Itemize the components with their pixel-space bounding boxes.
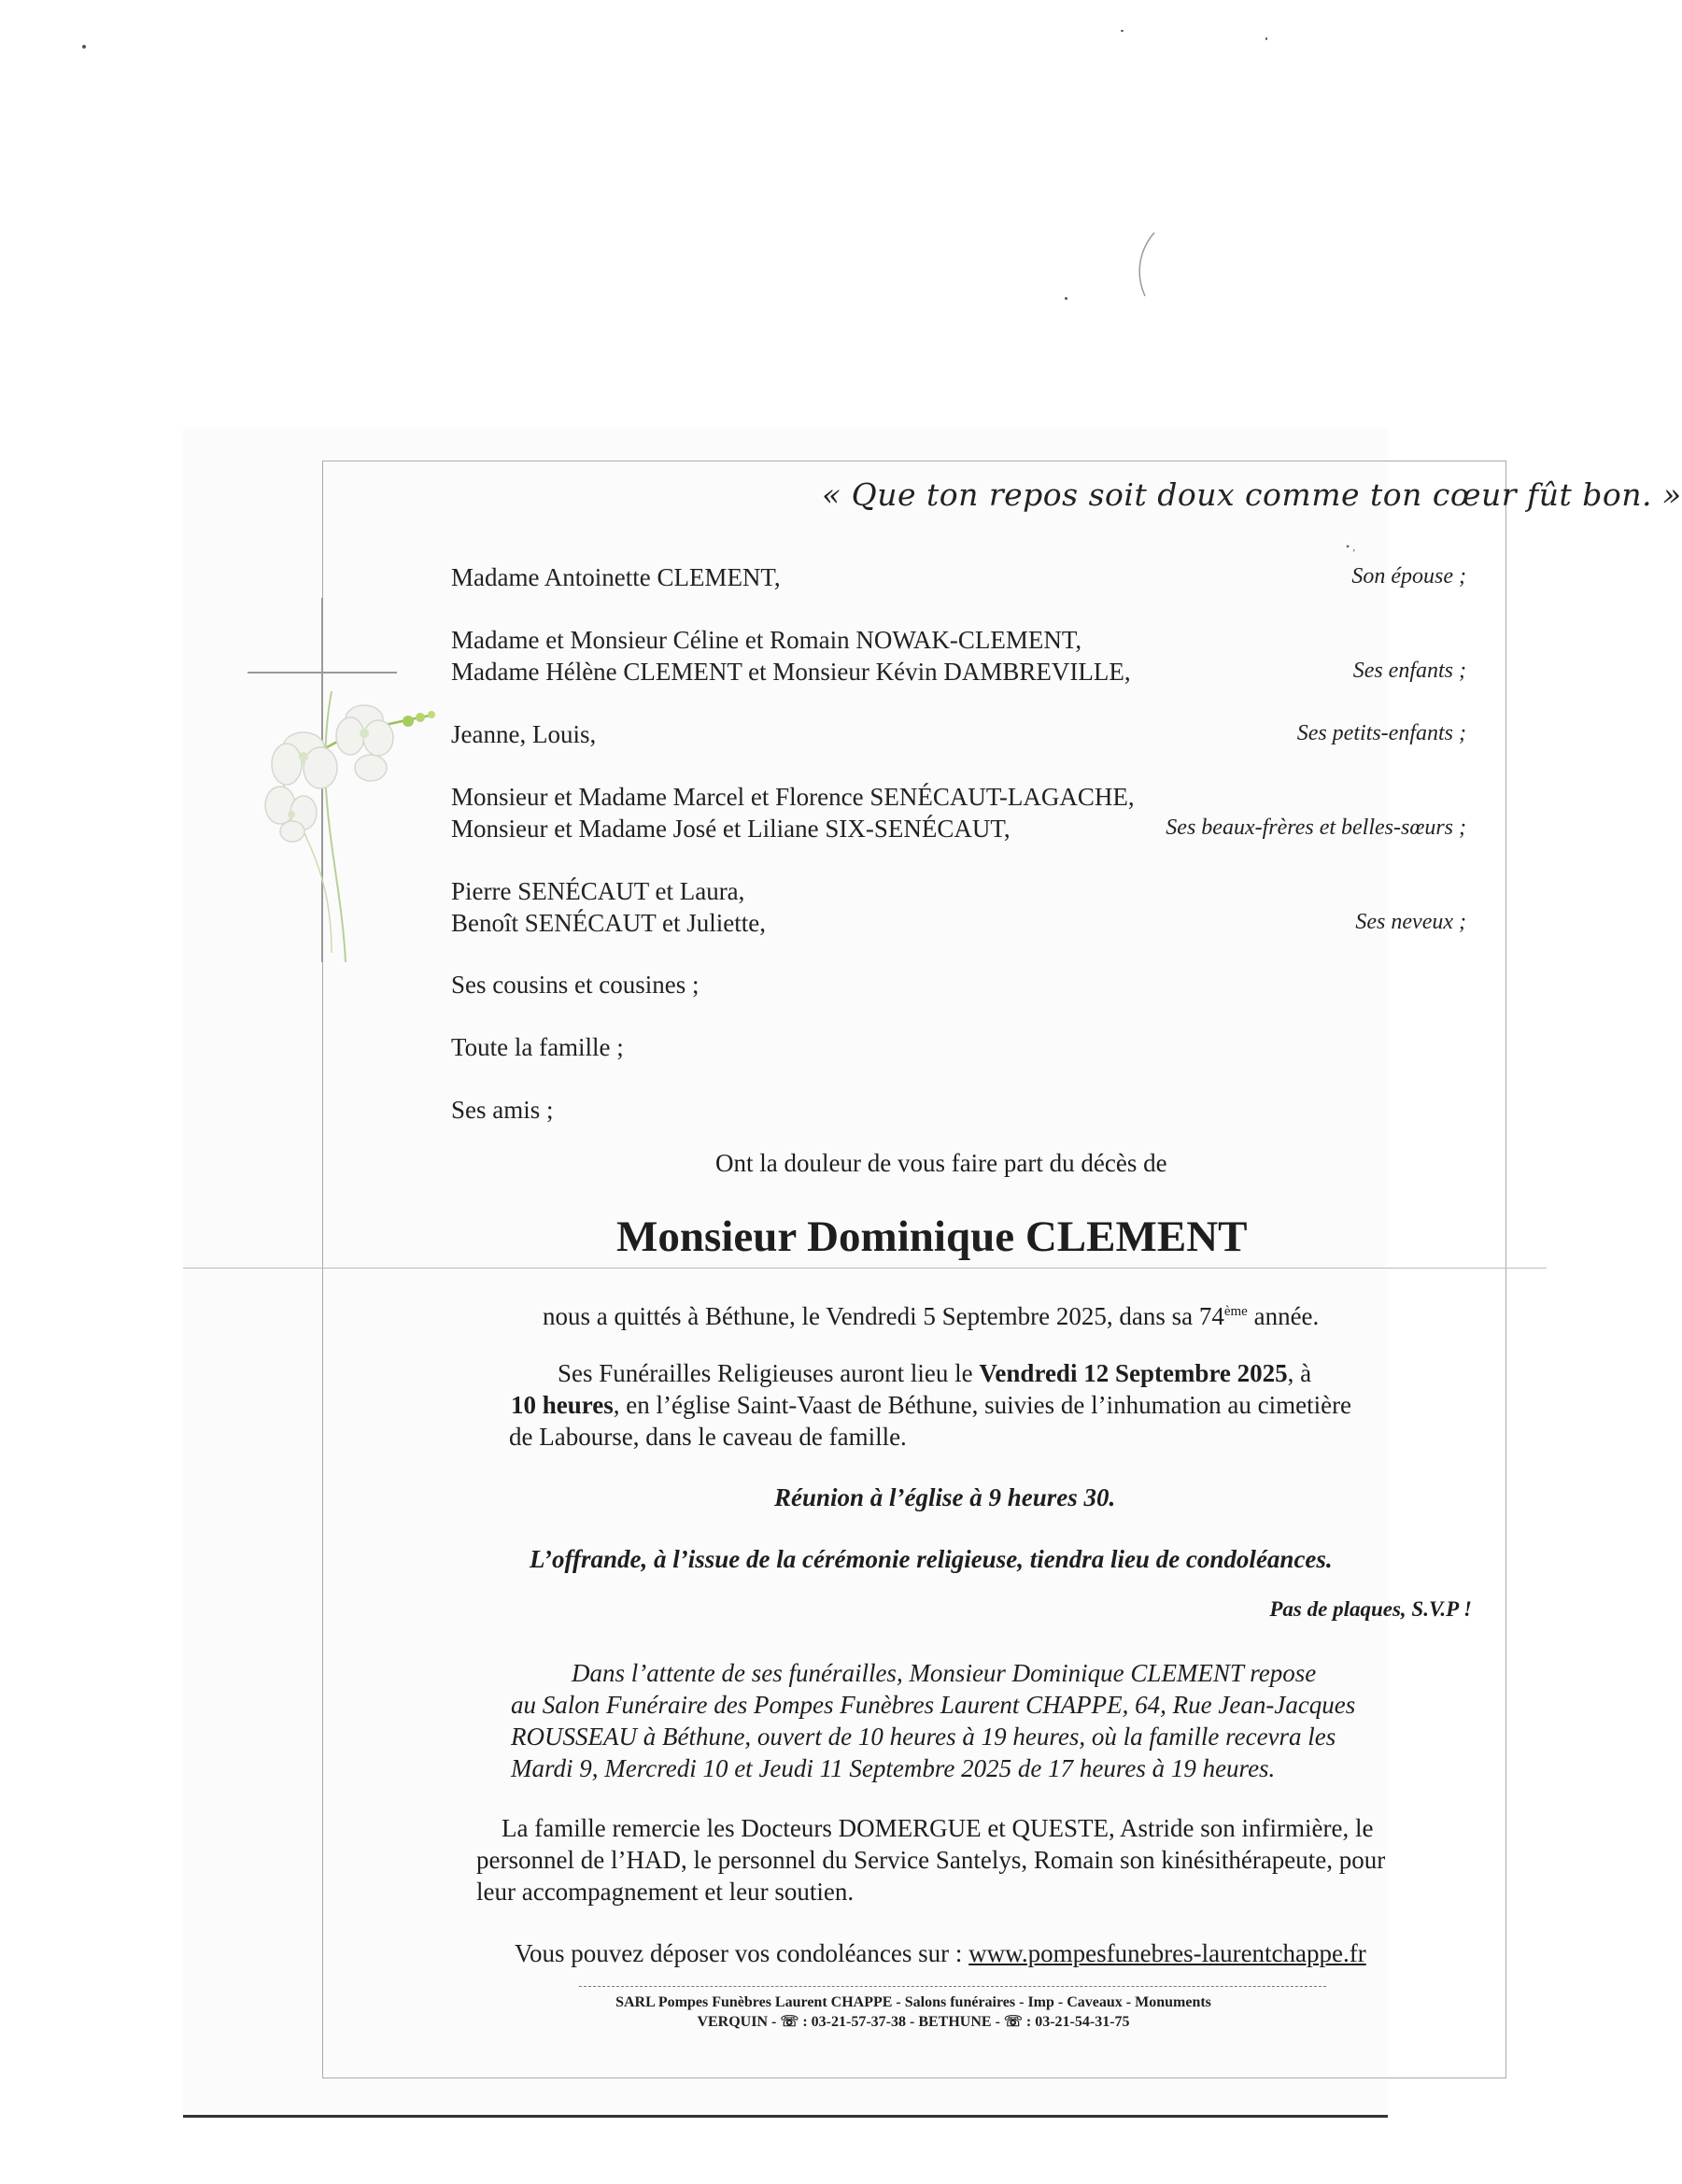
motto: « Que ton repos soit doux comme ton cœur fût bon. » xyxy=(822,476,1682,513)
relation-label: Ses neveux ; xyxy=(1355,910,1466,934)
no-plaques-note: Pas de plaques, S.V.P ! xyxy=(1269,1597,1472,1621)
death-notice: nous a quittés à Béthune, le Vendredi 5 Septembre 2025, dans sa 74ème année. xyxy=(543,1302,1320,1330)
scan-speck xyxy=(82,45,86,49)
footer-divider xyxy=(579,1986,1326,1988)
relative-name: Monsieur et Madame Marcel et Florence SENÉCAUT-LAGACHE, xyxy=(451,783,1135,811)
meeting-info: Réunion à l’église à 9 heures 30. xyxy=(774,1483,1116,1511)
relative-name: Madame Hélène CLEMENT et Monsieur Kévin DAMBREVILLE, xyxy=(451,658,1131,686)
scan-mark xyxy=(1121,229,1158,304)
footer xyxy=(322,1993,1505,2032)
relative-name: Madame Antoinette CLEMENT, xyxy=(451,563,781,591)
offering-info: L’offrande, à l’issue de la cérémonie religieuse, tiendra lieu de condoléances. xyxy=(530,1545,1333,1573)
relative-name: Madame et Monsieur Céline et Romain NOWAK-CLEMENT, xyxy=(451,626,1082,654)
scan-speck xyxy=(1065,297,1067,300)
condolences-link[interactable]: www.pompesfunebres-laurentchappe.fr xyxy=(968,1939,1366,1967)
announcement: Ont la douleur de vous faire part du décès de xyxy=(715,1149,1167,1177)
relative-name: Ses cousins et cousines ; xyxy=(451,971,700,999)
relative-name: Toute la famille ; xyxy=(451,1033,624,1061)
relative-name: Ses amis ; xyxy=(451,1096,554,1124)
deceased-name: Monsieur Dominique CLEMENT xyxy=(616,1213,1248,1261)
relation-label: Ses petits-enfants ; xyxy=(1296,721,1466,745)
footer-phones: VERQUIN - ☏ : 03-21-57-37-38 - BETHUNE - ☏ : 03-21-54-31-75 xyxy=(697,2014,1130,2030)
fold-line xyxy=(183,1268,1547,1269)
relative-name: Pierre SENÉCAUT et Laura, xyxy=(451,877,745,905)
relation-label: Ses enfants ; xyxy=(1352,659,1466,683)
relative-name: Benoît SENÉCAUT et Juliette, xyxy=(451,909,766,937)
footer-company: SARL Pompes Funèbres Laurent CHAPPE - Salons funéraires - Imp - Caveaux - Monuments xyxy=(615,1994,1211,2010)
scan-speck: • , xyxy=(1346,540,1356,553)
scan-speck xyxy=(1121,30,1124,32)
relative-name: Jeanne, Louis, xyxy=(451,720,597,748)
relation-label: Son épouse ; xyxy=(1351,564,1466,589)
scan-speck xyxy=(1265,37,1267,40)
cross-orchid-icon xyxy=(238,560,472,971)
relation-label: Ses beaux-frères et belles-sœurs ; xyxy=(1166,815,1466,840)
relative-name: Monsieur et Madame José et Liliane SIX-SENÉCAUT, xyxy=(451,815,1011,843)
condolences-line: Vous pouvez déposer vos condoléances sur : www.pompesfunebres-laurentchappe.fr xyxy=(515,1939,1366,1967)
